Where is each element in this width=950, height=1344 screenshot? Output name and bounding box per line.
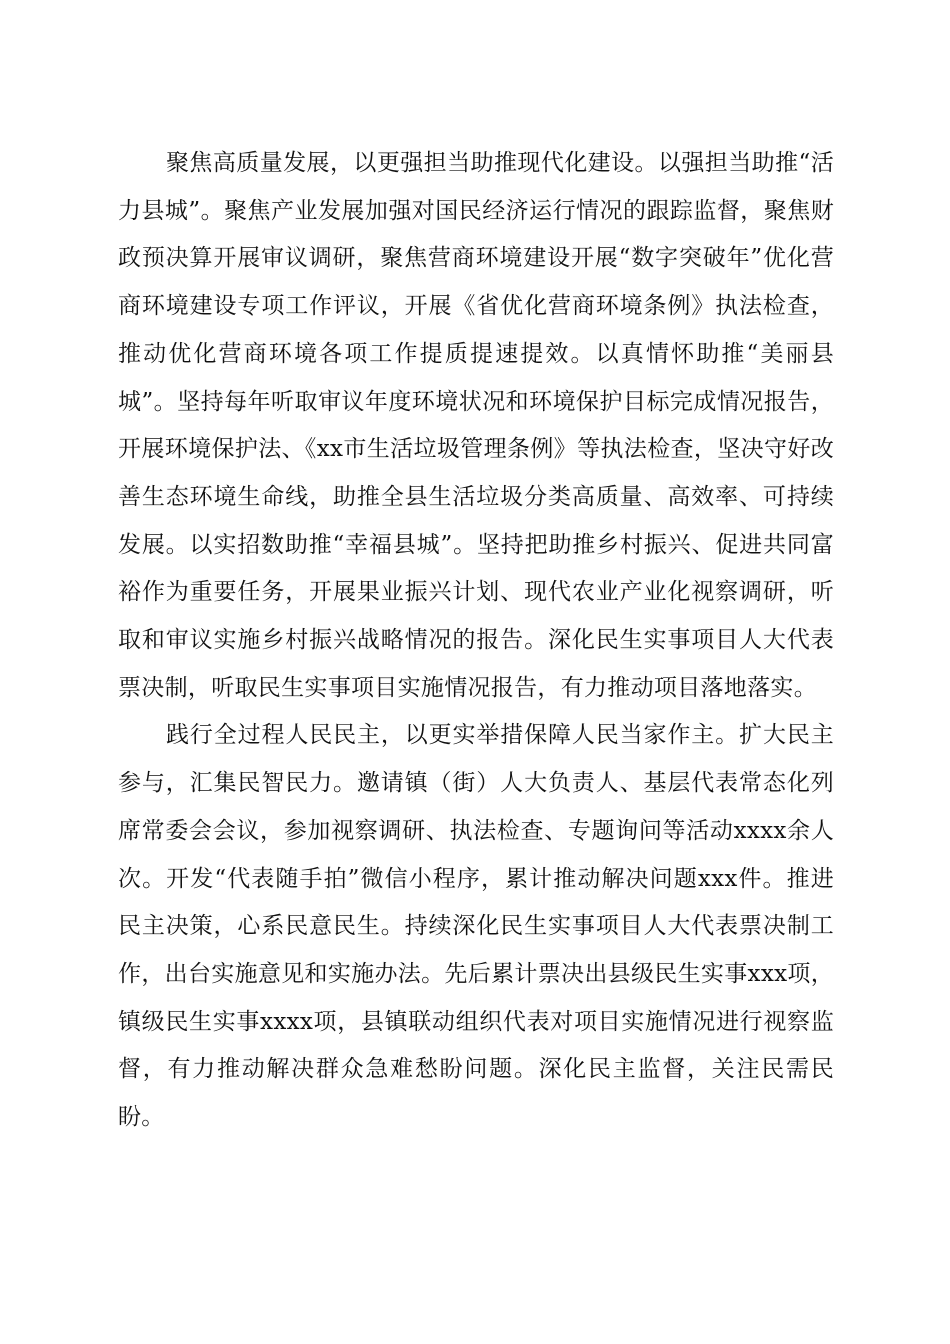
- paragraph-whole-process-democracy: 践行全过程人民民主，以更实举措保障人民当家作主。扩大民主参与，汇集民智民力。邀请镇（街）人大负责人、基层代表常态化列席常委会会议，参加视察调研、执法检查、专题询问等活动xxxx余人次。开发“代表随手拍”微信小程序，累计推动解决问题xxx件。推进民主决策，心系民意民生。持续深化民生实事项目人大代表票决制工作，出台实施意见和实施办法。先后累计票决出县级民生实事xxx项，镇级民生实事xxxx项，县镇联动组织代表对项目实施情况进行视察监督，有力推动解决群众急难愁盼问题。深化民主监督，关注民需民盼。: [118, 722, 834, 1131]
- paragraph-high-quality-development: 聚焦高质量发展，以更强担当助推现代化建设。以强担当助推“活力县城”。聚焦产业发展加强对国民经济运行情况的跟踪监督，聚焦财政预决算开展审议调研，聚焦营商环境建设开展“数字突破年”优化营商环境建设专项工作评议，开展《省优化营商环境条例》执法检查，推动优化营商环境各项工作提质提速提效。以真情怀助推“美丽县城”。坚持每年听取审议年度环境状况和环境保护目标完成情况报告，开展环境保护法、《xx市生活垃圾管理条例》等执法检查，坚决守好改善生态环境生命线，助推全县生活垃圾分类高质量、高效率、可持续发展。以实招数助推“幸福县城”。坚持把助推乡村振兴、促进共同富裕作为重要任务，开展果业振兴计划、现代农业产业化视察调研，听取和审议实施乡村振兴战略情况的报告。深化民生实事项目人大代表票决制，听取民生实事项目实施情况报告，有力推动项目落地落实。: [118, 150, 834, 701]
- body-text: [118, 140, 834, 1142]
